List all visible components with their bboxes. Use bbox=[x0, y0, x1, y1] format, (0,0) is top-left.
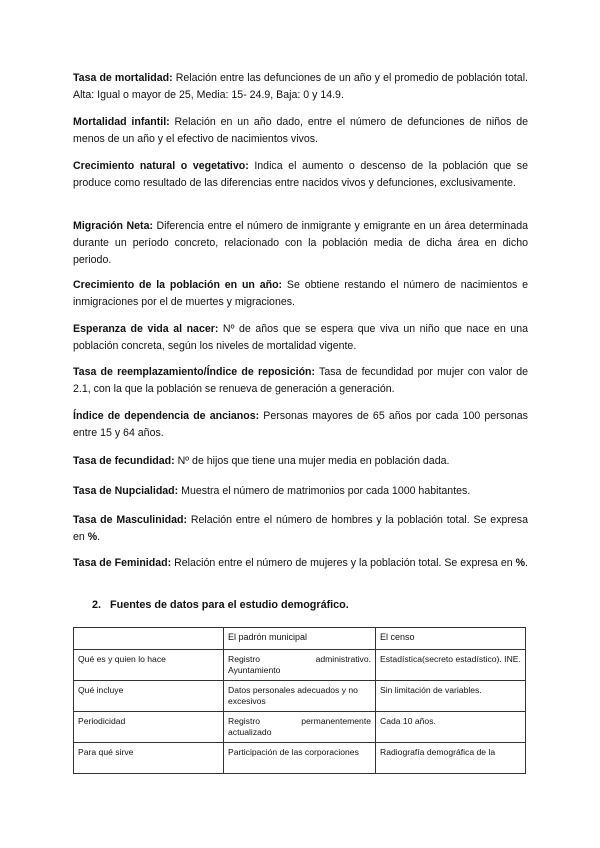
table-cell: Qué incluye bbox=[74, 681, 224, 712]
definition-mortalidad-infantil bbox=[73, 114, 528, 148]
definition-term: Índice de dependencia de ancianos: bbox=[73, 410, 260, 422]
definition-text: Tasa de fecundidad por mujer con valor de 2.1, con la que la población se renueva de generación a generación. bbox=[73, 366, 528, 395]
definition-term: Crecimiento natural o vegetativo: bbox=[73, 160, 249, 172]
definition-crecimiento-poblacion bbox=[73, 277, 528, 311]
table-cell: Cada 10 años. bbox=[376, 712, 526, 743]
definition-term: Tasa de Masculinidad: bbox=[73, 514, 188, 526]
definition-tasa-feminidad bbox=[73, 555, 528, 572]
definition-text: Nº de años que se espera que viva un niño que nace en una población concreta, según los niveles de mortalidad vigente. bbox=[73, 323, 528, 352]
definition-text: Personas mayores de 65 años por cada 100 personas entre 15 y 64 años. bbox=[73, 410, 528, 439]
definition-tasa-nupcialidad bbox=[73, 483, 528, 500]
definition-indice-dependencia bbox=[73, 408, 528, 442]
definition-term: Mortalidad infantil: bbox=[73, 116, 170, 128]
section-heading bbox=[92, 599, 349, 611]
table-cell: Periodicidad bbox=[74, 712, 224, 743]
definition-tasa-mortalidad bbox=[73, 70, 528, 104]
definition-term: Esperanza de vida al nacer: bbox=[73, 323, 219, 335]
definition-term: Tasa de mortalidad: bbox=[73, 72, 173, 84]
definition-text: Relación entre el número de hombres y la población total. Se expresa en bbox=[73, 514, 528, 543]
definition-text: Muestra el número de matrimonios por cada 1000 habitantes. bbox=[178, 485, 471, 497]
table-header-row bbox=[74, 628, 526, 650]
definition-term: Migración Neta: bbox=[73, 220, 153, 232]
definition-term: Tasa de reemplazamiento/Índice de reposición: bbox=[73, 366, 316, 378]
definition-text: Indica el aumento o descenso de la población que se produce como resultado de las diferencias entre nacidos vivos y defunciones, exclusivamente. bbox=[73, 160, 528, 189]
table-row bbox=[74, 681, 526, 712]
definition-tasa-fecundidad bbox=[73, 453, 528, 470]
table-cell: Sin limitación de variables. bbox=[376, 681, 526, 712]
table-cell: Radiografía demográfica de la bbox=[376, 743, 526, 774]
definition-suffix: % bbox=[87, 531, 98, 543]
table-cell: Datos personales adecuados y no excesivos bbox=[224, 681, 376, 712]
data-sources-table bbox=[73, 627, 526, 774]
table-row bbox=[74, 743, 526, 774]
table-header-cell: El censo bbox=[376, 628, 526, 650]
section-title: Fuentes de datos para el estudio demográfico. bbox=[110, 599, 349, 611]
table-cell: Registro permanentemente actualizado bbox=[224, 712, 376, 743]
definition-term: Tasa de Feminidad: bbox=[73, 557, 172, 569]
definition-term: Tasa de Nupcialidad: bbox=[73, 485, 179, 497]
table-cell: Participación de las corporaciones bbox=[224, 743, 376, 774]
table-row bbox=[74, 712, 526, 743]
definition-text: Se obtiene restando el número de nacimientos e inmigraciones por el de muertes y migraciones. bbox=[73, 279, 528, 308]
table-row bbox=[74, 650, 526, 681]
definition-term: Crecimiento de la población en un año: bbox=[73, 279, 283, 291]
table-cell: Registro administrativo. Ayuntamiento bbox=[224, 650, 376, 681]
definition-end: . bbox=[525, 557, 528, 569]
definition-tasa-masculinidad bbox=[73, 512, 528, 546]
definition-text: Relación en un año dado, entre el número de defunciones de niños de menos de un año y el efectivo de nacimientos vivos. bbox=[73, 116, 528, 145]
definition-end: . bbox=[97, 531, 101, 543]
definition-text: Nº de hijos que tiene una mujer media en población dada. bbox=[174, 455, 450, 467]
definition-tasa-reemplazamiento bbox=[73, 364, 528, 398]
table-cell: Para qué sirve bbox=[74, 743, 224, 774]
table-header-cell bbox=[74, 628, 224, 650]
definition-text: Relación entre las defunciones de un año y el promedio de población total. Alta: Igual o mayor de 25, Media: 15- 24.9, Baja: 0 y 14.9. bbox=[73, 72, 528, 101]
table-header-cell: El padrón municipal bbox=[224, 628, 376, 650]
definition-crecimiento-natural bbox=[73, 158, 528, 192]
definition-term: Tasa de fecundidad: bbox=[73, 455, 175, 467]
definition-suffix: % bbox=[515, 557, 526, 569]
table-cell: Estadística(secreto estadístico). INE. bbox=[376, 650, 526, 681]
definition-text: Diferencia entre el número de inmigrante y emigrante en un área determinada durante un período concreto, relacionado con la población media de dicha área en dicho periodo. bbox=[73, 220, 528, 266]
definition-migracion-neta bbox=[73, 218, 528, 269]
definition-esperanza-vida bbox=[73, 321, 528, 355]
definition-text: Relación entre el número de mujeres y la población total. Se expresa en bbox=[171, 557, 516, 569]
table-cell: Qué es y quien lo hace bbox=[74, 650, 224, 681]
section-number: 2. bbox=[92, 599, 102, 611]
